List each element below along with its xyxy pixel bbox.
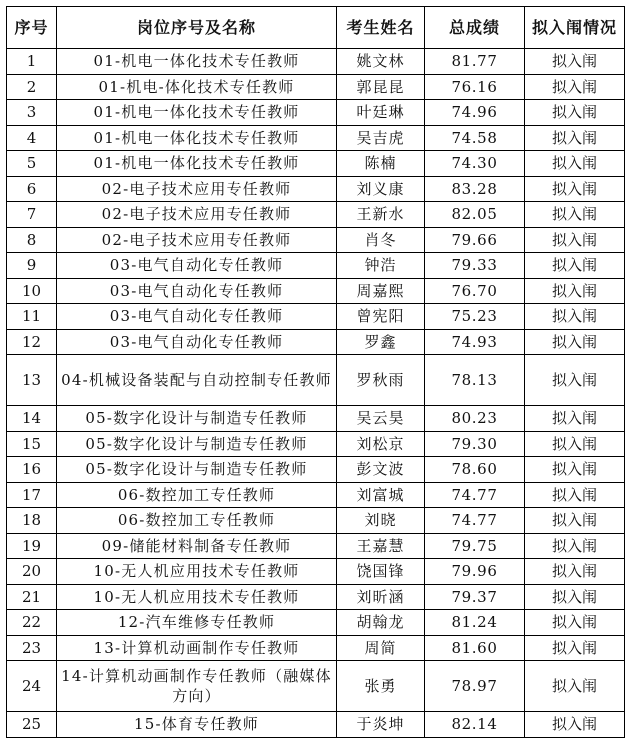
row-score: 76.70	[425, 278, 525, 304]
row-status: 拟入闱	[525, 100, 625, 126]
table-row	[7, 533, 625, 559]
table-row	[7, 74, 625, 100]
row-position: 04-机械设备装配与自动控制专任教师	[57, 355, 337, 406]
table-row	[7, 49, 625, 75]
row-status: 拟入闱	[525, 508, 625, 534]
row-seq: 13	[7, 355, 57, 406]
row-seq: 21	[7, 584, 57, 610]
row-seq: 12	[7, 329, 57, 355]
row-score: 81.60	[425, 635, 525, 661]
row-position: 01-机电一体化技术专任教师	[57, 49, 337, 75]
row-seq: 10	[7, 278, 57, 304]
header-position: 岗位序号及名称	[57, 7, 337, 49]
row-position: 06-数控加工专任教师	[57, 508, 337, 534]
row-name: 刘富城	[337, 482, 425, 508]
row-score: 79.37	[425, 584, 525, 610]
row-seq: 6	[7, 176, 57, 202]
row-score: 74.30	[425, 151, 525, 177]
header-status: 拟入闱情况	[525, 7, 625, 49]
table-row	[7, 278, 625, 304]
row-score: 79.33	[425, 253, 525, 279]
row-score: 74.93	[425, 329, 525, 355]
row-score: 76.16	[425, 74, 525, 100]
row-seq: 17	[7, 482, 57, 508]
row-seq: 14	[7, 406, 57, 432]
row-seq: 2	[7, 74, 57, 100]
table-row	[7, 176, 625, 202]
row-name: 罗秋雨	[337, 355, 425, 406]
row-status: 拟入闱	[525, 712, 625, 738]
row-status: 拟入闱	[525, 176, 625, 202]
table-row	[7, 406, 625, 432]
row-name: 王嘉慧	[337, 533, 425, 559]
row-position: 05-数字化设计与制造专任教师	[57, 457, 337, 483]
row-name: 饶国锋	[337, 559, 425, 585]
row-status: 拟入闱	[525, 227, 625, 253]
row-score: 79.30	[425, 431, 525, 457]
row-status: 拟入闱	[525, 278, 625, 304]
row-status: 拟入闱	[525, 457, 625, 483]
row-name: 王新水	[337, 202, 425, 228]
row-seq: 23	[7, 635, 57, 661]
row-name: 刘昕涵	[337, 584, 425, 610]
row-seq: 16	[7, 457, 57, 483]
row-seq: 8	[7, 227, 57, 253]
row-name: 曾宪阳	[337, 304, 425, 330]
row-score: 80.23	[425, 406, 525, 432]
row-status: 拟入闱	[525, 304, 625, 330]
table-row	[7, 635, 625, 661]
row-position: 09-储能材料制备专任教师	[57, 533, 337, 559]
row-seq: 5	[7, 151, 57, 177]
row-seq: 4	[7, 125, 57, 151]
row-name: 姚文林	[337, 49, 425, 75]
row-position: 13-计算机动画制作专任教师	[57, 635, 337, 661]
row-name: 吴云昊	[337, 406, 425, 432]
table-row	[7, 712, 625, 738]
row-name: 吴吉虎	[337, 125, 425, 151]
row-score: 78.13	[425, 355, 525, 406]
row-name: 刘松京	[337, 431, 425, 457]
row-name: 罗鑫	[337, 329, 425, 355]
row-status: 拟入闱	[525, 74, 625, 100]
row-position: 03-电气自动化专任教师	[57, 253, 337, 279]
row-name: 叶廷琳	[337, 100, 425, 126]
header-row	[7, 7, 625, 49]
row-status: 拟入闱	[525, 151, 625, 177]
table-row	[7, 151, 625, 177]
row-status: 拟入闱	[525, 125, 625, 151]
row-status: 拟入闱	[525, 610, 625, 636]
row-status: 拟入闱	[525, 406, 625, 432]
row-name: 周简	[337, 635, 425, 661]
row-score: 75.23	[425, 304, 525, 330]
row-name: 刘义康	[337, 176, 425, 202]
row-position: 15-体育专任教师	[57, 712, 337, 738]
table-row	[7, 304, 625, 330]
row-status: 拟入闱	[525, 661, 625, 712]
row-name: 肖冬	[337, 227, 425, 253]
table-row	[7, 227, 625, 253]
row-name: 郭昆昆	[337, 74, 425, 100]
row-seq: 3	[7, 100, 57, 126]
table-row	[7, 584, 625, 610]
row-score: 78.97	[425, 661, 525, 712]
row-score: 83.28	[425, 176, 525, 202]
row-score: 81.77	[425, 49, 525, 75]
row-position: 02-电子技术应用专任教师	[57, 176, 337, 202]
row-position: 01-机电一体化技术专任教师	[57, 100, 337, 126]
row-status: 拟入闱	[525, 329, 625, 355]
row-position: 05-数字化设计与制造专任教师	[57, 406, 337, 432]
row-position: 10-无人机应用技术专任教师	[57, 584, 337, 610]
row-position: 06-数控加工专任教师	[57, 482, 337, 508]
row-score: 79.96	[425, 559, 525, 585]
row-name: 刘晓	[337, 508, 425, 534]
row-position: 01-机电-体化技术专任教师	[57, 74, 337, 100]
row-seq: 1	[7, 49, 57, 75]
row-position: 01-机电一体化技术专任教师	[57, 125, 337, 151]
row-position: 02-电子技术应用专任教师	[57, 202, 337, 228]
row-score: 79.75	[425, 533, 525, 559]
row-score: 81.24	[425, 610, 525, 636]
row-position: 14-计算机动画制作专任教师（融媒体方向）	[57, 661, 337, 712]
row-status: 拟入闱	[525, 533, 625, 559]
row-status: 拟入闱	[525, 253, 625, 279]
row-seq: 15	[7, 431, 57, 457]
row-position: 10-无人机应用技术专任教师	[57, 559, 337, 585]
row-status: 拟入闱	[525, 482, 625, 508]
row-name: 钟浩	[337, 253, 425, 279]
table-row	[7, 610, 625, 636]
row-name: 彭文波	[337, 457, 425, 483]
row-seq: 9	[7, 253, 57, 279]
table-row	[7, 508, 625, 534]
row-status: 拟入闱	[525, 559, 625, 585]
row-seq: 11	[7, 304, 57, 330]
row-name: 陈楠	[337, 151, 425, 177]
table-row	[7, 125, 625, 151]
row-position: 03-电气自动化专任教师	[57, 304, 337, 330]
table-row	[7, 431, 625, 457]
table-row	[7, 482, 625, 508]
table-row	[7, 661, 625, 712]
row-seq: 20	[7, 559, 57, 585]
table-row	[7, 100, 625, 126]
row-score: 74.96	[425, 100, 525, 126]
row-position: 03-电气自动化专任教师	[57, 278, 337, 304]
table-row	[7, 457, 625, 483]
row-name: 张勇	[337, 661, 425, 712]
row-status: 拟入闱	[525, 49, 625, 75]
row-name: 周嘉熙	[337, 278, 425, 304]
row-seq: 25	[7, 712, 57, 738]
table-row	[7, 202, 625, 228]
row-score: 79.66	[425, 227, 525, 253]
row-position: 01-机电一体化技术专任教师	[57, 151, 337, 177]
row-status: 拟入闱	[525, 202, 625, 228]
header-score: 总成绩	[425, 7, 525, 49]
row-name: 胡翰龙	[337, 610, 425, 636]
row-position: 12-汽车维修专任教师	[57, 610, 337, 636]
table-row	[7, 329, 625, 355]
row-seq: 22	[7, 610, 57, 636]
results-table	[6, 6, 625, 738]
table-row	[7, 355, 625, 406]
header-name: 考生姓名	[337, 7, 425, 49]
row-score: 74.77	[425, 482, 525, 508]
row-position: 05-数字化设计与制造专任教师	[57, 431, 337, 457]
row-seq: 18	[7, 508, 57, 534]
header-seq: 序号	[7, 7, 57, 49]
table-row	[7, 253, 625, 279]
row-name: 于炎坤	[337, 712, 425, 738]
row-seq: 7	[7, 202, 57, 228]
row-status: 拟入闱	[525, 584, 625, 610]
table-row	[7, 559, 625, 585]
row-score: 78.60	[425, 457, 525, 483]
row-seq: 19	[7, 533, 57, 559]
row-seq: 24	[7, 661, 57, 712]
row-position: 03-电气自动化专任教师	[57, 329, 337, 355]
row-score: 82.14	[425, 712, 525, 738]
row-status: 拟入闱	[525, 355, 625, 406]
row-score: 74.77	[425, 508, 525, 534]
row-status: 拟入闱	[525, 431, 625, 457]
row-score: 82.05	[425, 202, 525, 228]
row-status: 拟入闱	[525, 635, 625, 661]
row-position: 02-电子技术应用专任教师	[57, 227, 337, 253]
row-score: 74.58	[425, 125, 525, 151]
